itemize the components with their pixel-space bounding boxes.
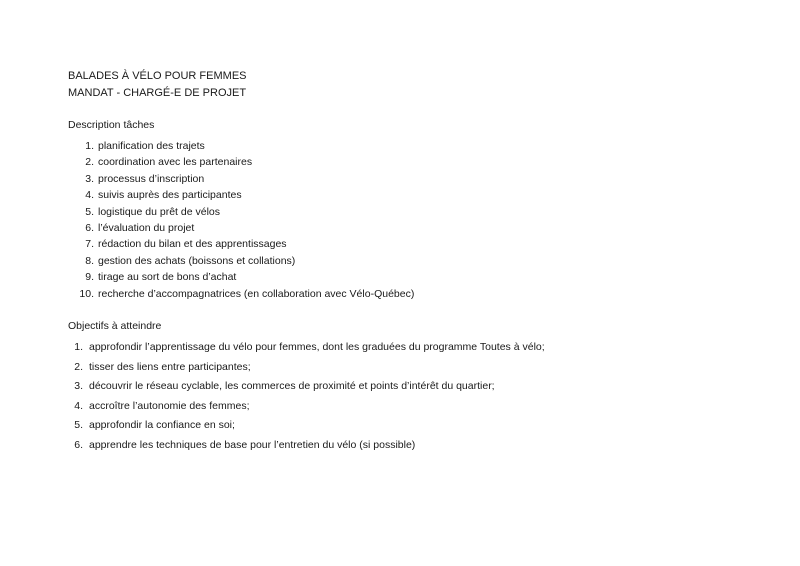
list-item-number: 5. [74, 419, 83, 432]
list-item-number: 8. [85, 254, 94, 267]
list-item [68, 138, 414, 154]
list-item-text: tisser des liens entre participantes; [89, 360, 251, 373]
list-item [68, 437, 545, 457]
list-item-number: 3. [85, 172, 94, 185]
list-item-text: accroître l’autonomie des femmes; [89, 399, 250, 412]
list-item [68, 220, 414, 236]
list-item [68, 339, 545, 359]
list-item [68, 154, 414, 170]
objectives-heading: Objectifs à atteindre [68, 320, 162, 332]
list-item-text: tirage au sort de bons d’achat [98, 271, 237, 284]
list-item [68, 286, 414, 302]
list-item-text: suivis auprès des participantes [98, 189, 242, 202]
list-item-number: 10. [79, 287, 94, 300]
list-item-text: approfondir la confiance en soi; [89, 419, 235, 432]
document-subtitle: MANDAT - CHARGÉ-E DE PROJET [68, 87, 247, 99]
list-item-number: 4. [85, 189, 94, 202]
list-item-text: logistique du prêt de vélos [98, 205, 220, 218]
list-item-text: processus d’inscription [98, 172, 205, 185]
list-item-number: 1. [85, 140, 94, 152]
list-item [68, 253, 414, 269]
list-item [68, 236, 414, 252]
list-item-text: coordination avec les partenaires [98, 156, 253, 169]
list-item-number: 9. [85, 271, 94, 284]
list-item-number: 6. [85, 221, 94, 234]
list-item-number: 5. [85, 205, 94, 218]
list-item-number: 2. [74, 360, 83, 373]
document-title: BALADES À VÉLO POUR FEMMES [68, 70, 247, 82]
list-item [68, 398, 545, 418]
list-item-number: 6. [74, 438, 83, 451]
list-item [68, 417, 545, 437]
list-item-text: découvrir le réseau cyclable, les commerces de proximité et points d’intérêt du quartier; [89, 380, 495, 393]
list-item [68, 204, 414, 220]
list-item-number: 3. [74, 380, 83, 393]
title-block [68, 68, 247, 102]
list-item-text: gestion des achats (boissons et collations) [98, 254, 296, 267]
list-item-text: recherche d’accompagnatrices (en collaboration avec Vélo-Québec) [98, 287, 415, 300]
list-item [68, 171, 414, 187]
tasks-heading: Description tâches [68, 119, 155, 131]
objectives-list [68, 339, 545, 457]
list-item-number: 7. [85, 238, 94, 251]
list-item [68, 187, 414, 203]
list-item-text: apprendre les techniques de base pour l’entretien du vélo (si possible) [89, 438, 416, 451]
list-item [68, 269, 414, 285]
tasks-list [68, 138, 414, 302]
list-item-number: 4. [74, 399, 83, 412]
list-item-text: l’évaluation du projet [98, 221, 195, 234]
list-item-text: rédaction du bilan et des apprentissages [98, 238, 287, 251]
list-item-number: 2. [85, 156, 94, 169]
list-item-text: approfondir l’apprentissage du vélo pour femmes, dont les graduées du programme Toutes à vélo; [89, 341, 545, 353]
list-item-text: planification des trajets [98, 140, 205, 152]
list-item [68, 378, 545, 398]
list-item [68, 359, 545, 379]
list-item-number: 1. [74, 341, 83, 353]
